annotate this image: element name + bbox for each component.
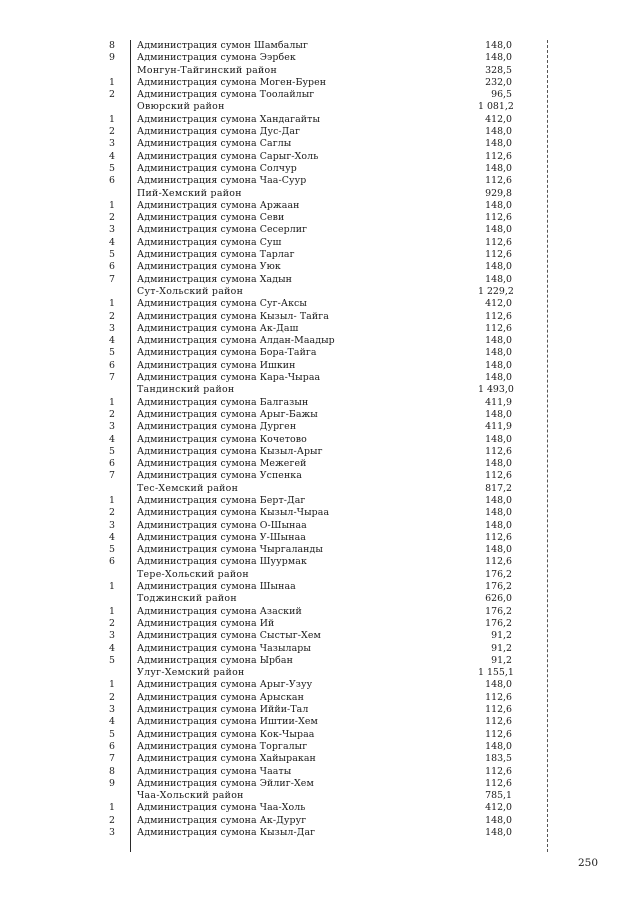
amount-value: 112,6 bbox=[485, 236, 512, 248]
row-number: 3 bbox=[109, 421, 115, 433]
administration-name: Администрация сумона Кочетово bbox=[137, 433, 307, 445]
administration-name: Администрация сумона Ырбан bbox=[137, 654, 293, 666]
administration-name: Администрация сумона Ээрбек bbox=[137, 52, 296, 64]
district-name: Овюрский район bbox=[137, 101, 225, 113]
amount-value: 411,9 bbox=[485, 421, 512, 433]
table-row bbox=[0, 655, 640, 667]
amount-value: 112,6 bbox=[485, 691, 512, 703]
administration-name: Администрация сумона Севи bbox=[137, 212, 285, 224]
table-row bbox=[0, 778, 640, 790]
district-name: Тоджинский район bbox=[137, 593, 237, 605]
table-row bbox=[0, 335, 640, 347]
administration-name: Администрация сумона Балгазын bbox=[137, 396, 309, 408]
amount-value: 328,5 bbox=[485, 64, 512, 76]
table-row bbox=[0, 200, 640, 212]
amount-value: 626,0 bbox=[485, 593, 512, 605]
row-number: 6 bbox=[109, 175, 115, 187]
district-row bbox=[0, 65, 640, 77]
administration-name: Администрация сумона Межегей bbox=[137, 458, 307, 470]
row-number: 4 bbox=[109, 716, 115, 728]
row-number: 6 bbox=[109, 359, 115, 371]
table-row bbox=[0, 458, 640, 470]
amount-value: 148,0 bbox=[485, 740, 512, 752]
amount-value: 112,6 bbox=[485, 249, 512, 261]
table-row bbox=[0, 274, 640, 286]
table-row bbox=[0, 446, 640, 458]
row-number: 1 bbox=[109, 396, 115, 408]
administration-name: Администрация сумона Успенка bbox=[137, 470, 302, 482]
row-number: 1 bbox=[109, 605, 115, 617]
administration-name: Администрация сумона Кызыл-Чыраа bbox=[137, 507, 330, 519]
amount-value: 148,0 bbox=[485, 494, 512, 506]
amount-value: 1 493,0 bbox=[478, 384, 514, 396]
table-row bbox=[0, 175, 640, 187]
amount-value: 148,0 bbox=[485, 126, 512, 138]
amount-value: 112,6 bbox=[485, 765, 512, 777]
amount-value: 148,0 bbox=[485, 458, 512, 470]
table-row bbox=[0, 89, 640, 101]
amount-value: 112,6 bbox=[485, 445, 512, 457]
district-name: Тандинский район bbox=[137, 384, 235, 396]
row-number: 1 bbox=[109, 113, 115, 125]
amount-value: 817,2 bbox=[485, 482, 512, 494]
amount-value: 148,0 bbox=[485, 138, 512, 150]
district-row bbox=[0, 286, 640, 298]
row-number: 9 bbox=[109, 52, 115, 64]
row-number: 5 bbox=[109, 728, 115, 740]
row-number: 1 bbox=[109, 199, 115, 211]
amount-value: 232,0 bbox=[485, 76, 512, 88]
row-number: 2 bbox=[109, 126, 115, 138]
table-row bbox=[0, 692, 640, 704]
row-number: 4 bbox=[109, 433, 115, 445]
row-number: 1 bbox=[109, 581, 115, 593]
row-number: 3 bbox=[109, 138, 115, 150]
row-number: 1 bbox=[109, 76, 115, 88]
row-number: 7 bbox=[109, 753, 115, 765]
district-name: Монгун-Тайгинский район bbox=[137, 64, 278, 76]
amount-value: 1 229,2 bbox=[478, 285, 514, 297]
district-name: Сут-Хольский район bbox=[137, 285, 244, 297]
row-number: 6 bbox=[109, 458, 115, 470]
row-number: 4 bbox=[109, 236, 115, 248]
row-number: 3 bbox=[109, 322, 115, 334]
amount-value: 412,0 bbox=[485, 298, 512, 310]
administration-name: Администрация сумона Хандагайты bbox=[137, 113, 321, 125]
amount-value: 148,0 bbox=[485, 544, 512, 556]
administration-name: Администрация сумона Дурген bbox=[137, 421, 297, 433]
row-number: 5 bbox=[109, 544, 115, 556]
table-row bbox=[0, 212, 640, 224]
table-row bbox=[0, 151, 640, 163]
administration-name: Администрация сумона Ий bbox=[137, 617, 275, 629]
administration-name: Администрация сумона Берт-Даг bbox=[137, 494, 306, 506]
row-number: 2 bbox=[109, 310, 115, 322]
table-row bbox=[0, 347, 640, 359]
table-row bbox=[0, 237, 640, 249]
amount-value: 148,0 bbox=[485, 162, 512, 174]
amount-value: 148,0 bbox=[485, 679, 512, 691]
amount-value: 176,2 bbox=[485, 605, 512, 617]
administration-name: Администрация сумона Ак-Дуруг bbox=[137, 814, 307, 826]
administration-name: Администрация сумона Торгалыг bbox=[137, 740, 308, 752]
row-number: 2 bbox=[109, 617, 115, 629]
table-row bbox=[0, 421, 640, 433]
amount-value: 112,6 bbox=[485, 777, 512, 789]
administration-name: Администрация сумона Чыргаланды bbox=[137, 544, 323, 556]
amount-value: 148,0 bbox=[485, 335, 512, 347]
amount-value: 148,0 bbox=[485, 372, 512, 384]
table-row bbox=[0, 298, 640, 310]
district-row bbox=[0, 667, 640, 679]
table-row bbox=[0, 138, 640, 150]
amount-value: 112,6 bbox=[485, 310, 512, 322]
district-name: Тере-Хольский район bbox=[137, 568, 249, 580]
row-number: 5 bbox=[109, 654, 115, 666]
amount-value: 96,5 bbox=[491, 89, 512, 101]
district-row bbox=[0, 569, 640, 581]
administration-name: Администрация сумона Аржаан bbox=[137, 199, 300, 211]
administration-name: Администрация сумона Арыг-Узуу bbox=[137, 679, 313, 691]
amount-value: 112,6 bbox=[485, 704, 512, 716]
amount-value: 148,0 bbox=[485, 40, 512, 51]
row-number: 8 bbox=[109, 765, 115, 777]
row-number: 5 bbox=[109, 445, 115, 457]
table-row bbox=[0, 52, 640, 64]
administration-name: Администрация сумона Суг-Аксы bbox=[137, 298, 307, 310]
administration-name: Администрация сумона Чааты bbox=[137, 765, 292, 777]
row-number: 3 bbox=[109, 519, 115, 531]
administration-name: Администрация сумона О-Шынаа bbox=[137, 519, 307, 531]
amount-value: 148,0 bbox=[485, 224, 512, 236]
amount-value: 785,1 bbox=[485, 790, 512, 802]
table-row bbox=[0, 729, 640, 741]
administration-name: Администрация сумона Арыг-Бажы bbox=[137, 408, 318, 420]
amount-value: 91,2 bbox=[491, 630, 512, 642]
administration-name: Администрация сумона Бора-Тайга bbox=[137, 347, 317, 359]
table-row bbox=[0, 741, 640, 753]
district-name: Пий-Хемский район bbox=[137, 187, 242, 199]
administration-name: Администрация сумона Тоолайлыг bbox=[137, 89, 315, 101]
table-row bbox=[0, 827, 640, 839]
district-row bbox=[0, 593, 640, 605]
table-row bbox=[0, 470, 640, 482]
amount-value: 412,0 bbox=[485, 802, 512, 814]
administration-name: Администрация сумона Азаский bbox=[137, 605, 302, 617]
page-number: 250 bbox=[578, 857, 599, 869]
amount-value: 112,6 bbox=[485, 322, 512, 334]
table-row bbox=[0, 261, 640, 273]
row-number: 2 bbox=[109, 89, 115, 101]
amount-value: 148,0 bbox=[485, 507, 512, 519]
table-row bbox=[0, 311, 640, 323]
row-number: 3 bbox=[109, 224, 115, 236]
administration-name: Администрация сумона Уюк bbox=[137, 261, 281, 273]
table-row bbox=[0, 679, 640, 691]
amount-value: 91,2 bbox=[491, 654, 512, 666]
row-number: 2 bbox=[109, 408, 115, 420]
amount-value: 148,0 bbox=[485, 261, 512, 273]
amount-value: 112,6 bbox=[485, 716, 512, 728]
table-row bbox=[0, 77, 640, 89]
row-number: 6 bbox=[109, 740, 115, 752]
row-number: 7 bbox=[109, 273, 115, 285]
row-number: 8 bbox=[109, 40, 115, 51]
row-number: 3 bbox=[109, 704, 115, 716]
table-row bbox=[0, 409, 640, 421]
amount-value: 929,8 bbox=[485, 187, 512, 199]
administration-name: Администрация сумона Сыстыг-Хем bbox=[137, 630, 321, 642]
row-number: 9 bbox=[109, 777, 115, 789]
administration-name: Администрация сумона Чаа-Холь bbox=[137, 802, 306, 814]
amount-value: 112,6 bbox=[485, 470, 512, 482]
administration-name: Администрация сумона Ишкин bbox=[137, 359, 296, 371]
table-row bbox=[0, 753, 640, 765]
table-row bbox=[0, 520, 640, 532]
table-row bbox=[0, 224, 640, 236]
amount-value: 91,2 bbox=[491, 642, 512, 654]
amount-value: 148,0 bbox=[485, 347, 512, 359]
amount-value: 112,6 bbox=[485, 531, 512, 543]
administration-name: Администрация сумона Кызыл-Арыг bbox=[137, 445, 323, 457]
table-row bbox=[0, 126, 640, 138]
table-row bbox=[0, 704, 640, 716]
row-number: 3 bbox=[109, 630, 115, 642]
amount-value: 148,0 bbox=[485, 273, 512, 285]
table-row bbox=[0, 249, 640, 261]
administration-name: Администрация сумон Шамбалыг bbox=[137, 40, 308, 51]
row-number: 2 bbox=[109, 212, 115, 224]
table-row bbox=[0, 802, 640, 814]
administration-name: Администрация сумона Чазылары bbox=[137, 642, 311, 654]
administration-name: Администрация сумона Эйлиг-Хем bbox=[137, 777, 314, 789]
row-number: 5 bbox=[109, 347, 115, 359]
administration-name: Администрация сумона Кызыл- Тайга bbox=[137, 310, 329, 322]
district-name: Тес-Хемский район bbox=[137, 482, 239, 494]
allocation-table bbox=[0, 40, 640, 839]
district-row bbox=[0, 384, 640, 396]
district-row bbox=[0, 188, 640, 200]
table-row bbox=[0, 40, 640, 52]
district-row bbox=[0, 101, 640, 113]
amount-value: 176,2 bbox=[485, 568, 512, 580]
administration-name: Администрация сумона Сесерлиг bbox=[137, 224, 308, 236]
table-row bbox=[0, 618, 640, 630]
administration-name: Администрация сумона Шуурмак bbox=[137, 556, 307, 568]
table-row bbox=[0, 434, 640, 446]
district-row bbox=[0, 483, 640, 495]
district-row bbox=[0, 790, 640, 802]
table-row bbox=[0, 716, 640, 728]
amount-value: 1 081,2 bbox=[478, 101, 514, 113]
administration-name: Администрация сумона Иштии-Хем bbox=[137, 716, 318, 728]
administration-name: Администрация сумона Арыскан bbox=[137, 691, 304, 703]
administration-name: Администрация сумона У-Шынаа bbox=[137, 531, 306, 543]
row-number: 4 bbox=[109, 642, 115, 654]
table-row bbox=[0, 495, 640, 507]
amount-value: 176,2 bbox=[485, 617, 512, 629]
administration-name: Администрация сумона Шынаа bbox=[137, 581, 296, 593]
table-row bbox=[0, 630, 640, 642]
administration-name: Администрация сумона Хайыракан bbox=[137, 753, 316, 765]
administration-name: Администрация сумона Алдан-Маадыр bbox=[137, 335, 335, 347]
table-row bbox=[0, 815, 640, 827]
amount-value: 112,6 bbox=[485, 556, 512, 568]
administration-name: Администрация сумона Кок-Чыраа bbox=[137, 728, 315, 740]
table-row bbox=[0, 643, 640, 655]
amount-value: 412,0 bbox=[485, 113, 512, 125]
row-number: 4 bbox=[109, 531, 115, 543]
amount-value: 148,0 bbox=[485, 827, 512, 838]
amount-value: 148,0 bbox=[485, 814, 512, 826]
amount-value: 148,0 bbox=[485, 433, 512, 445]
amount-value: 411,9 bbox=[485, 396, 512, 408]
administration-name: Администрация сумона Ак-Даш bbox=[137, 322, 299, 334]
row-number: 6 bbox=[109, 556, 115, 568]
row-number: 1 bbox=[109, 494, 115, 506]
amount-value: 183,5 bbox=[485, 753, 512, 765]
table-row bbox=[0, 532, 640, 544]
amount-value: 176,2 bbox=[485, 581, 512, 593]
table-row bbox=[0, 397, 640, 409]
row-number: 7 bbox=[109, 470, 115, 482]
table-row bbox=[0, 323, 640, 335]
row-number: 5 bbox=[109, 162, 115, 174]
administration-name: Администрация сумона Иййи-Тал bbox=[137, 704, 309, 716]
table-row bbox=[0, 114, 640, 126]
table-row bbox=[0, 556, 640, 568]
row-number: 6 bbox=[109, 261, 115, 273]
amount-value: 1 155,1 bbox=[478, 667, 514, 679]
amount-value: 148,0 bbox=[485, 199, 512, 211]
administration-name: Администрация сумона Чаа-Суур bbox=[137, 175, 307, 187]
district-name: Чаа-Хольский район bbox=[137, 790, 244, 802]
district-name: Улуг-Хемский район bbox=[137, 667, 245, 679]
table-row bbox=[0, 163, 640, 175]
table-row bbox=[0, 581, 640, 593]
row-number: 4 bbox=[109, 335, 115, 347]
administration-name: Администрация сумона Кара-Чыраа bbox=[137, 372, 321, 384]
row-number: 1 bbox=[109, 679, 115, 691]
row-number: 2 bbox=[109, 691, 115, 703]
amount-value: 148,0 bbox=[485, 359, 512, 371]
administration-name: Администрация сумона Суш bbox=[137, 236, 282, 248]
row-number: 7 bbox=[109, 372, 115, 384]
administration-name: Администрация сумона Саглы bbox=[137, 138, 292, 150]
row-number: 4 bbox=[109, 150, 115, 162]
administration-name: Администрация сумона Хадын bbox=[137, 273, 292, 285]
administration-name: Администрация сумона Дус-Даг bbox=[137, 126, 301, 138]
amount-value: 148,0 bbox=[485, 519, 512, 531]
row-number: 2 bbox=[109, 507, 115, 519]
administration-name: Администрация сумона Сарыг-Холь bbox=[137, 150, 319, 162]
table-row bbox=[0, 544, 640, 556]
row-number: 5 bbox=[109, 249, 115, 261]
table-row bbox=[0, 507, 640, 519]
table-row bbox=[0, 360, 640, 372]
administration-name: Администрация сумона Кызыл-Даг bbox=[137, 827, 316, 838]
row-number: 1 bbox=[109, 802, 115, 814]
administration-name: Администрация сумона Моген-Бурен bbox=[137, 76, 327, 88]
table-row bbox=[0, 606, 640, 618]
row-number: 3 bbox=[109, 827, 115, 838]
table-row bbox=[0, 766, 640, 778]
amount-value: 148,0 bbox=[485, 52, 512, 64]
administration-name: Администрация сумона Тарлаг bbox=[137, 249, 295, 261]
table-row bbox=[0, 372, 640, 384]
amount-value: 148,0 bbox=[485, 408, 512, 420]
amount-value: 112,6 bbox=[485, 212, 512, 224]
amount-value: 112,6 bbox=[485, 175, 512, 187]
row-number: 2 bbox=[109, 814, 115, 826]
administration-name: Администрация сумона Солчур bbox=[137, 162, 297, 174]
amount-value: 112,6 bbox=[485, 150, 512, 162]
amount-value: 112,6 bbox=[485, 728, 512, 740]
row-number: 1 bbox=[109, 298, 115, 310]
